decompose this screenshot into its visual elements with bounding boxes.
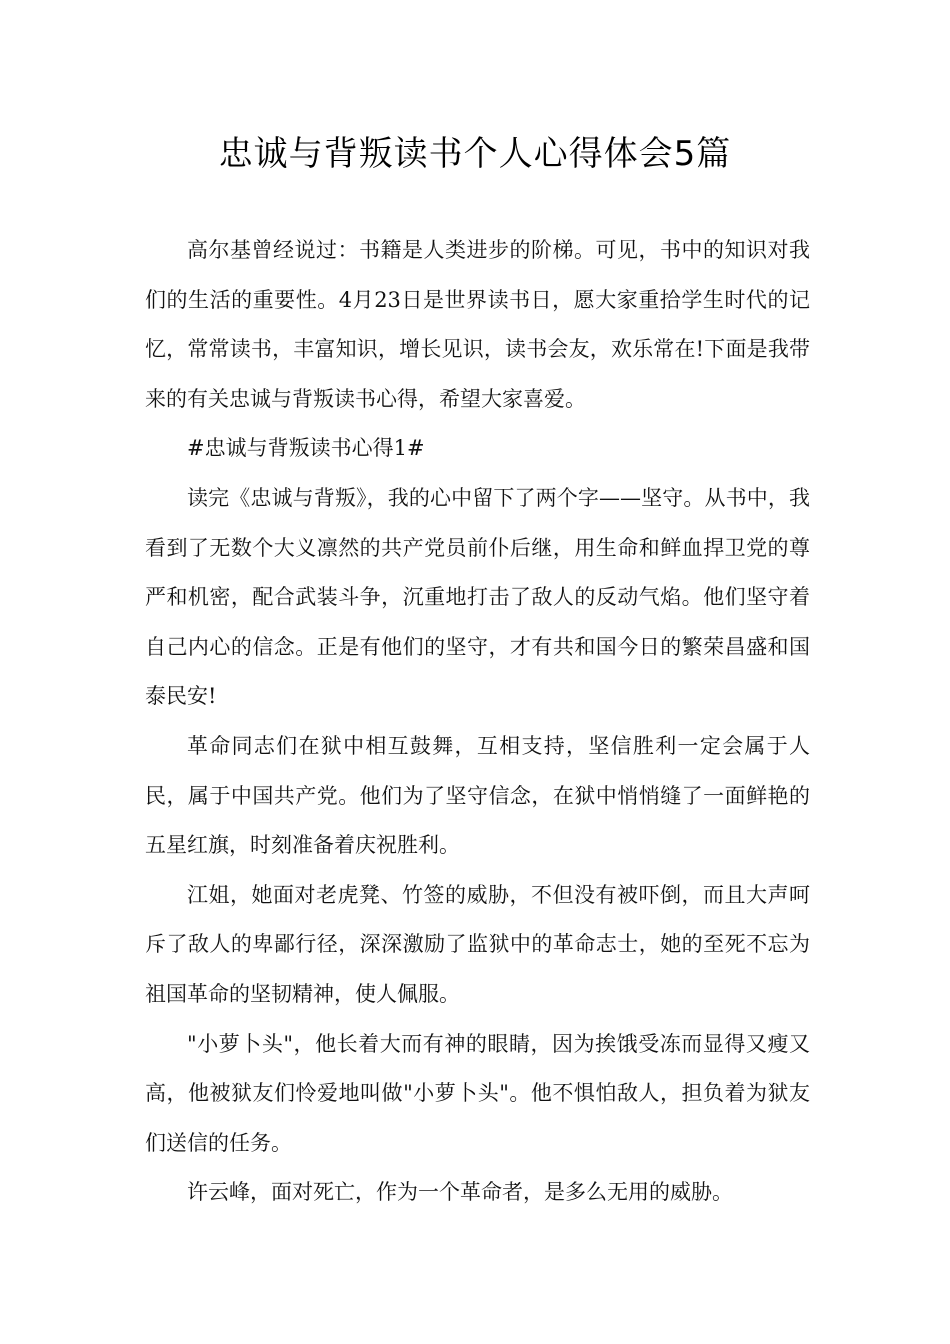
- section-heading: #忠诚与背叛读书心得1#: [187, 436, 425, 461]
- paragraph: "小萝卜头"，他长着大而有神的眼睛，因为挨饿受冻而显得又瘦又高，他被狱友们怜爱地叫做"小萝卜头"。他不惧怕敌人，担负着为狱友们送信的任务。: [145, 1031, 810, 1155]
- paragraph-intro: 高尔基曾经说过：书籍是人类进步的阶梯。可见，书中的知识对我们的生活的重要性。4月23日是世界读书日，愿大家重拾学生时代的记忆，常常读书，丰富知识，增长见识，读书会友，欢乐常在!下面是我带来的有关忠诚与背叛读书心得，希望大家喜爱。: [145, 238, 810, 411]
- document-title: 忠诚与背叛读书个人心得体会5篇: [218, 134, 732, 174]
- paragraph: 革命同志们在狱中相互鼓舞，互相支持，坚信胜利一定会属于人民，属于中国共产党。他们为了坚守信念，在狱中悄悄缝了一面鲜艳的五星红旗，时刻准备着庆祝胜利。: [145, 733, 810, 858]
- paragraph: 读完《忠诚与背叛》，我的心中留下了两个字——坚守。从书中，我看到了无数个大义凛然的共产党员前仆后继，用生命和鲜血捍卫党的尊严和机密，配合武装斗争，沉重地打击了敌人的反动气焰。他们坚守着自己内心的信念。正是有他们的坚守，才有共和国今日的繁荣昌盛和国泰民安!: [145, 485, 810, 709]
- paragraph: 江姐，她面对老虎凳、竹签的威胁，不但没有被吓倒，而且大声呵斥了敌人的卑鄙行径，深深激励了监狱中的革命志士，她的至死不忘为祖国革命的坚韧精神，使人佩服。: [145, 882, 810, 1006]
- paragraph: 许云峰，面对死亡，作为一个革命者，是多么无用的威胁。: [187, 1180, 733, 1205]
- document-body: [145, 226, 810, 1218]
